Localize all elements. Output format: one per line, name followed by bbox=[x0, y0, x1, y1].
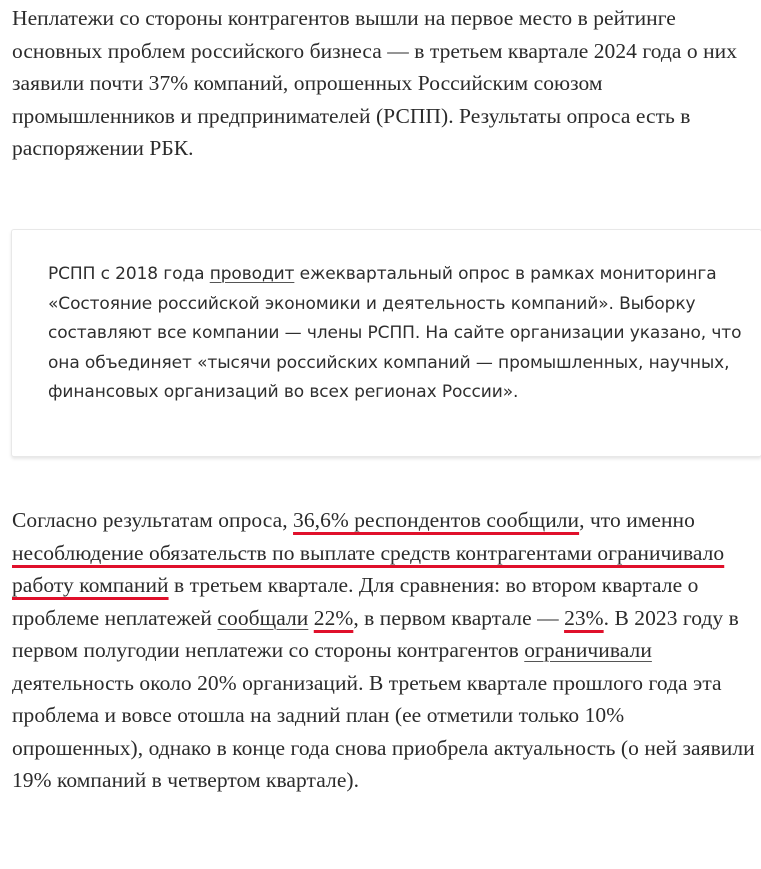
results-text-3: в третьем квартале. Для сравнения: во втором квартале о проблеме неплатежей bbox=[12, 573, 699, 630]
results-text-7: деятельность около 20% организаций. В третьем квартале прошлого года эта проблема и вовсе отошла на задний план (ее отметили только 10% опрошенных), однако в конце года снова приобрела актуальность (о ней заявили 19% компаний в четвертом квартале). bbox=[12, 670, 755, 792]
note-text-start: РСПП с 2018 года bbox=[48, 264, 210, 284]
link-soobshchali[interactable]: сообщали bbox=[217, 605, 309, 630]
intro-paragraph bbox=[12, 2, 752, 165]
note-link-provodit[interactable]: проводит bbox=[209, 264, 295, 284]
note-text-end: ежеквартальный опрос в рамках мониторинга «Состояние российской экономики и деятельность компаний». Выборку составляют все компании — члены РСПП. На сайте организации указано, что она объединяет «тысячи российских компаний — промышленных, научных, финансовых организаций во всех регионах России». bbox=[48, 264, 742, 403]
intro-text: Неплатежи со стороны контрагентов вышли на первое место в рейтинге основных проблем российского бизнеса — в третьем квартале 2024 года о них заявили почти 37% компаний, опрошенных Российским союзом промышленников и предпринимателей (РСПП). Результаты опроса есть в распоряжении РБК. bbox=[12, 6, 738, 160]
results-text-2: , что именно bbox=[579, 508, 695, 532]
results-text-6: . В 2023 году в первом полугодии неплатежи со стороны контрагентов bbox=[12, 605, 739, 662]
results-section bbox=[12, 504, 757, 797]
results-text-1: Согласно результатам опроса, bbox=[12, 508, 294, 532]
results-text-5: , в первом квартале — bbox=[353, 605, 565, 630]
article-body bbox=[12, 2, 752, 165]
link-23-percent[interactable]: 23% bbox=[564, 605, 604, 630]
link-ogranichivali[interactable]: ограничивали bbox=[524, 638, 652, 662]
link-respondents-reported[interactable]: 36,6% респондентов сообщили bbox=[293, 508, 580, 532]
results-paragraph bbox=[12, 504, 757, 797]
link-22-percent[interactable]: 22% bbox=[313, 605, 354, 630]
highlighted-phrase: несоблюдение обязательств по выплате средств контрагентами ограничивало работу компаний bbox=[12, 540, 725, 597]
rspp-info-box bbox=[11, 229, 761, 457]
